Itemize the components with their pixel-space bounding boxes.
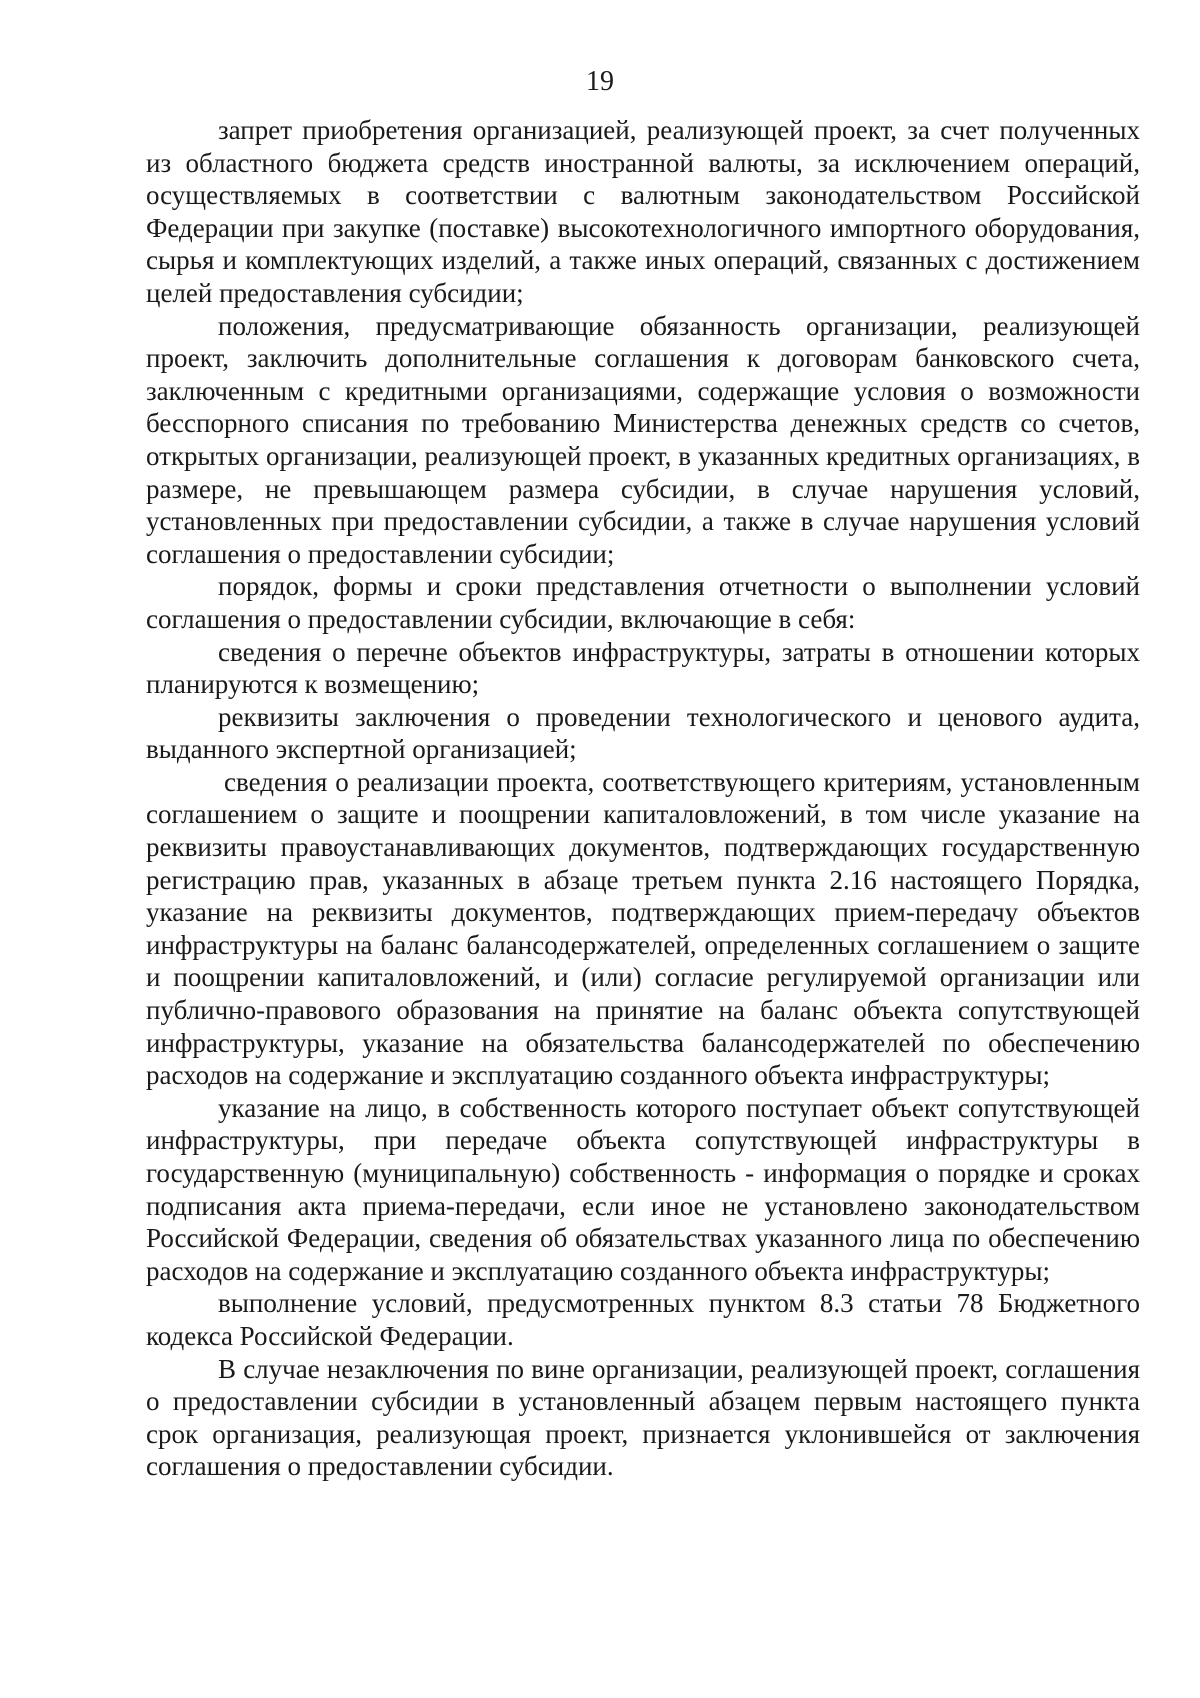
paragraph-ownership-transfer: указание на лицо, в собственность которого поступает объект сопутствующей инфраструктуры, при передаче объекта сопутствующей инфраструктуры в государственную (муниципальную) собственность - информация о порядке и сроках подписания акта приема-передачи, если иное не установлено законодательством Российской Федерации, сведения об обязательствах указанного лица по обеспечению расходов на содержание и эксплуатацию созданного объекта инфраструктуры; [146, 1092, 1140, 1286]
paragraph-non-conclusion: В случае незаключения по вине организации, реализующей проект, соглашения о предоставлении субсидии в установленный абзацем первым настоящего пункта срок организация, реализующая проект, признается уклонившейся от заключения соглашения о предоставлении субсидии. [146, 1353, 1140, 1482]
paragraph-audit-details: реквизиты заключения о проведении технологического и ценового аудита, выданного экспертной организацией; [146, 701, 1140, 765]
paragraph-budget-code-conditions: выполнение условий, предусмотренных пунктом 8.3 статьи 78 Бюджетного кодекса Российской Федерации. [146, 1288, 1140, 1351]
paragraph-project-implementation: сведения о реализации проекта, соответствующего критериям, установленным соглашением о защите и поощрении капиталовложений, в том числе указание на реквизиты правоустанавливающих документов, подтверждающих государственную регистрацию прав, указанных в абзаце третьем пункта 2.16 настоящего Порядка, указание на реквизиты документов, подтверждающих прием-передачу объектов инфраструктуры на баланс балансодержателей, определенных соглашением о защите и поощрении капиталовложений, и (или) согласие регулируемой организации или публично-правового образования на принятие на баланс объекта сопутствующей инфраструктуры, указание на обязательства балансодержателей по обеспечению расходов на содержание и эксплуатацию созданного объекта инфраструктуры; [146, 766, 1140, 1091]
page-number: 19 [586, 66, 614, 97]
document-body [146, 114, 1140, 1483]
paragraph-reporting-procedure: порядок, формы и сроки представления отчетности о выполнении условий соглашения о предоставлении субсидии, включающие в себя: [146, 571, 1140, 634]
paragraph-currency-ban: запрет приобретения организацией, реализующей проект, за счет полученных из областного бюджета средств иностранной валюты, за исключением операций, осуществляемых в соответствии с валютным законодательством Российской Федерации при закупке (поставке) высокотехнологичного импортного оборудования, сырья и комплектующих изделий, а также иных операций, связанных с достижением целей предоставления субсидии; [146, 115, 1140, 308]
paragraph-bank-account-agreements: положения, предусматривающие обязанность организации, реализующей проект, заключить дополнительные соглашения к договорам банковского счета, заключенным с кредитными организациями, содержащие условия о возможности бесспорного списания по требованию Министерства денежных средств со счетов, открытых организации, реализующей проект, в указанных кредитных организациях, в размере, не превышающем размера субсидии, в случае нарушения условий, установленных при предоставлении субсидии, а также в случае нарушения условий соглашения о предоставлении субсидии; [146, 310, 1140, 569]
paragraph-infrastructure-list: сведения о перечне объектов инфраструктуры, затраты в отношении которых планируются к возмещению; [146, 636, 1140, 700]
